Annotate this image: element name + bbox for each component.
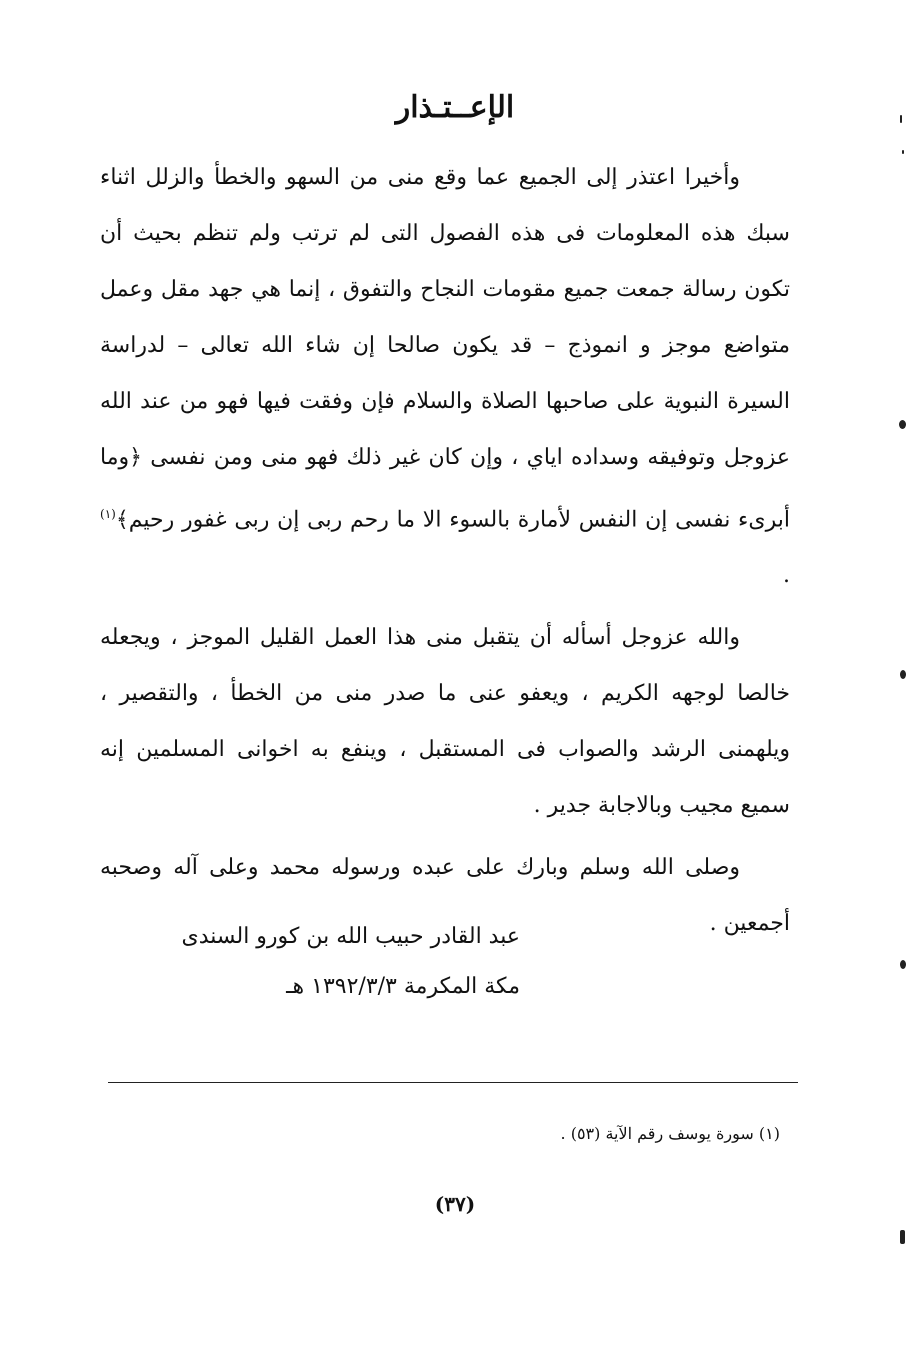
signature-block xyxy=(100,912,520,1012)
paragraph-supplication: والله عزوجل أسأله أن يتقبل منى هذا العمل القليل الموجز ، ويجعله خالصا لوجهه الكريم ، ويعفو عنى ما صدر منى من الخطأ ، والتقصير ، ويلهمنى الرشد والصواب فى المستقبل ، وينفع به اخوانى المسلمين إنه سميع مجيب وبالاجابة جدير . xyxy=(100,625,790,819)
page-number: (٣٧) xyxy=(434,1192,476,1216)
scan-speck xyxy=(899,420,906,429)
scan-speck xyxy=(900,670,906,679)
main-text xyxy=(100,150,790,958)
page-title: الإعــتـذار xyxy=(395,90,515,125)
author-name: عبد القادر حبيب الله بن كورو السندى xyxy=(181,924,520,949)
paragraph-apology-text: وأخيرا اعتذر إلى الجميع عما وقع منى من السهو والخطأ والزلل اثناء سبك هذه المعلومات فى هذه الفصول التى لم ترتب ولم تنظم بحيث أن تكون رسالة جمعت جميع مقومات النجاح والتفوق ، إنما هي جهد مقل وعمل متواضع موجز و انموذج – قد يكون صالحا إن شاء الله تعالى – لدراسة السيرة النبوية على صاحبها الصلاة والسلام فإن وفقت فيها فهو من عند الله عزوجل وتوفيقه وسداده اياي ، وإن كان غير ذلك فهو منى ومن نفسى ﴿وما أبرىء نفسى إن النفس لأمارة بالسوء الا ما رحم ربى إن ربى غفور رحيم﴾ xyxy=(100,165,791,533)
footnote: (١) سورة يوسف رقم الآية (٥٣) . xyxy=(560,1124,780,1143)
paragraph-blessing: وصلى الله وسلم وبارك على عبده ورسوله محمد وعلى آله وصحبه أجمعين . xyxy=(100,855,790,937)
place-and-date: مكة المكرمة ١٣٩٢/٣/٣ هـ xyxy=(286,974,520,999)
scan-speck xyxy=(900,960,906,969)
paragraph-apology-end: . xyxy=(783,563,790,589)
paragraph-apology xyxy=(100,150,790,604)
scan-speck xyxy=(900,115,902,123)
footnote-divider xyxy=(108,1082,798,1083)
scan-speck xyxy=(902,150,904,154)
scan-speck xyxy=(900,1230,905,1244)
footnote-reference: (١) xyxy=(100,507,116,521)
